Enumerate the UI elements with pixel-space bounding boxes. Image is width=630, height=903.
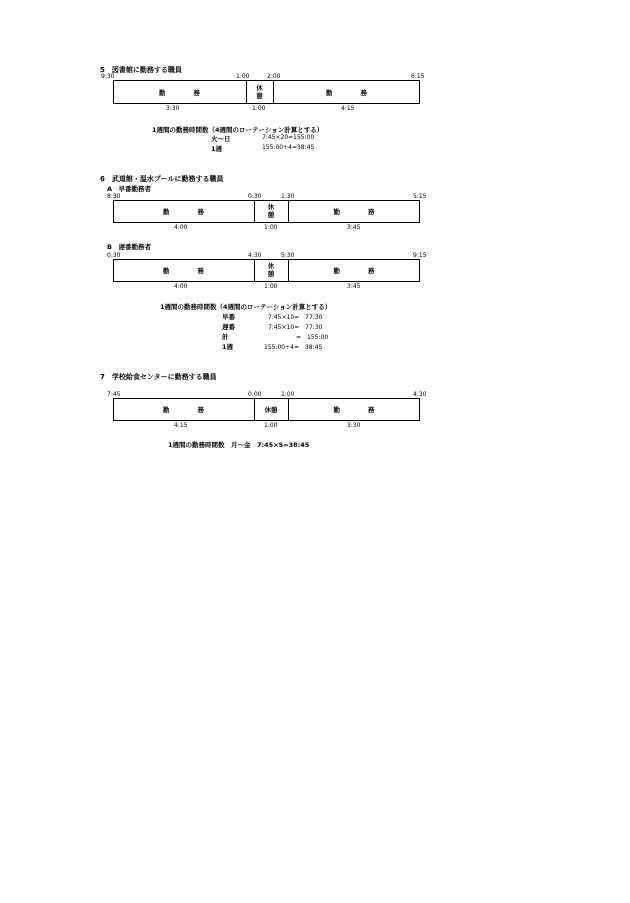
- rest-char: 休: [267, 262, 275, 270]
- work-char: 勤: [333, 208, 340, 216]
- rest-char: 休: [267, 203, 275, 211]
- work-char: 務: [368, 406, 375, 414]
- calc-label: 早番: [222, 313, 235, 321]
- work-cell: [288, 200, 420, 223]
- duration: 4:15: [174, 422, 188, 429]
- time-start: 7:45: [107, 391, 121, 398]
- duration: 1:00: [264, 422, 278, 429]
- time-rest-end: 1:00: [281, 391, 295, 398]
- rest-label: 休憩: [264, 406, 278, 414]
- rest-char: 憩: [267, 211, 275, 219]
- work-char: 勤: [326, 88, 333, 97]
- calc-value: = 155:00: [296, 334, 329, 341]
- time-start: 8:30: [107, 193, 121, 200]
- calc-label: 1週: [211, 145, 223, 153]
- work-cell: [113, 398, 254, 421]
- section-7-heading: 7 学校給食センターに勤務する職員: [100, 373, 217, 381]
- work-char: 務: [193, 88, 200, 97]
- calc-label: 火～日: [211, 135, 231, 143]
- duration: 1:00: [264, 283, 278, 290]
- work-char: 勤: [333, 406, 340, 414]
- work-char: 勤: [163, 406, 170, 414]
- section-6-heading: 6 武道館・温水プールに勤務する職員: [100, 175, 224, 183]
- rest-cell: [246, 84, 273, 100]
- duration: 1:00: [264, 224, 278, 231]
- work-char: 勤: [159, 88, 166, 97]
- calc-value: 155:00÷4=38:45: [262, 144, 315, 151]
- time-start: 0:30: [107, 252, 121, 259]
- work-cell: [113, 80, 246, 104]
- calc-value: 7:45×10= 77:30: [268, 314, 323, 321]
- duration: 3:30: [347, 422, 361, 429]
- duration: 3:30: [166, 105, 180, 112]
- subsection-b-heading: B 遅番勤務者: [107, 243, 151, 251]
- calc-value: 155:00÷4= 38:45: [264, 344, 323, 351]
- calc-title: 1週間の勤務時間数（4週間のローテーション計算とする）: [160, 303, 332, 311]
- time-rest-end: 1:30: [281, 193, 295, 200]
- time-end: 4:30: [413, 391, 427, 398]
- rest-char: 憩: [256, 92, 263, 100]
- work-char: 務: [197, 406, 204, 414]
- work-char: 勤: [163, 208, 170, 216]
- time-rest-start: 4:30: [248, 252, 262, 259]
- time-rest-end: 2:00: [267, 73, 281, 80]
- time-end: 9:15: [413, 252, 427, 259]
- work-char: 務: [368, 267, 375, 275]
- section-5-heading: 5 図書館に勤務する職員: [100, 66, 182, 74]
- work-char: 務: [197, 208, 204, 216]
- calc-label: 計: [222, 333, 229, 341]
- work-cell: [288, 259, 420, 282]
- work-char: 務: [360, 88, 367, 97]
- work-cell: [288, 398, 420, 421]
- time-end: 6:15: [411, 73, 425, 80]
- work-char: 務: [197, 267, 204, 275]
- work-char: 勤: [163, 267, 170, 275]
- time-start: 9:30: [101, 73, 115, 80]
- time-rest-end: 5:30: [281, 252, 295, 259]
- work-char: 勤: [333, 267, 340, 275]
- duration: 4:00: [174, 224, 188, 231]
- time-rest-start: 1:00: [236, 73, 250, 80]
- time-rest-start: 0:30: [248, 193, 262, 200]
- rest-char: 憩: [267, 270, 275, 278]
- rest-cell: [254, 203, 288, 219]
- work-cell: [113, 259, 254, 282]
- calc-value: 7:45×10= 77:30: [268, 324, 323, 331]
- rest-cell: [254, 262, 288, 278]
- calc-title: 1週間の勤務時間数（4週間のローテーション計算とする）: [152, 126, 324, 134]
- duration: 1:00: [252, 105, 266, 112]
- work-char: 務: [368, 208, 375, 216]
- duration: 3:45: [347, 224, 361, 231]
- work-cell: [113, 200, 254, 223]
- subsection-a-heading: A 早番勤務者: [107, 185, 152, 193]
- calc-label: 遅番: [222, 323, 235, 331]
- calc-line: 1週間の勤務時間数 月～金 7:45×5=38:45: [168, 441, 310, 449]
- calc-value: 7:45×20=155:00: [262, 134, 315, 141]
- rest-cell: [254, 398, 288, 421]
- duration: 3:45: [347, 283, 361, 290]
- time-end: 5:15: [413, 193, 427, 200]
- duration: 4:00: [174, 283, 188, 290]
- work-cell: [273, 80, 420, 104]
- rest-char: 休: [256, 84, 263, 92]
- calc-label: 1週: [222, 343, 234, 351]
- time-rest-start: 0:00: [248, 391, 262, 398]
- duration: 4:15: [341, 105, 355, 112]
